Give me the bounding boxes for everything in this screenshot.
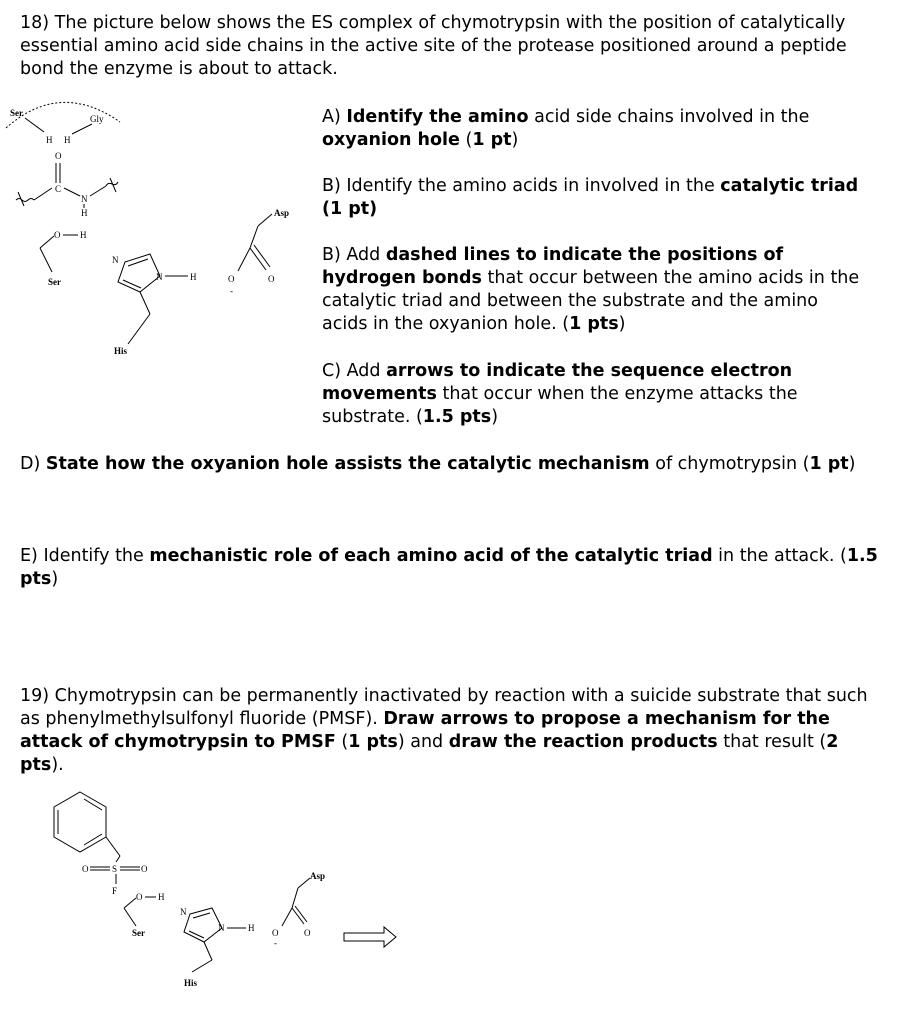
text: that occur when the enzyme attacks the substrate. ( [322,384,798,427]
bond [250,226,258,248]
label-asp: Asp [310,871,326,881]
q18-part-d [20,453,882,476]
bond [128,314,150,344]
label-gly: Gly [90,114,104,124]
label-his: His [114,346,128,356]
text: D) [20,454,46,474]
bold-text: 2 pts [20,732,839,775]
label-h2: H [64,135,71,145]
bond [292,888,298,908]
text: acid side chains involved in the [528,107,810,127]
wavy-line [106,178,118,192]
bond [116,856,120,862]
bond [140,292,150,314]
label-s: S [112,864,118,874]
label-o-ser: O [136,892,143,902]
text: that result ( [717,732,827,752]
double-bond [84,834,102,845]
bold-text: catalytic triad [720,176,859,196]
bold-text: dashed lines to indicate the positions of hydrogen bonds [322,245,784,288]
label-o-asp1: O [272,928,279,938]
label-his: His [184,978,198,988]
bond [124,908,136,926]
label-o: O [55,151,62,161]
text: A) [322,107,347,127]
bold-text: 1 pt [472,130,512,150]
q18-part-b1 [322,175,862,221]
bold-text: oxyanion hole [322,130,460,150]
label-c: C [55,184,62,194]
label-ser: Ser [132,928,145,938]
imidazole-ring [184,908,222,942]
text: of chymotrypsin ( [649,454,810,474]
label-nh: H [81,208,88,218]
bond [258,214,272,226]
text: ) [848,454,856,474]
double-bond [189,931,204,938]
bond [192,960,212,972]
es-complex-diagram [0,88,310,358]
text: B) Identify the amino acids in involved in the [322,176,721,196]
bold-text: draw the reaction products [448,732,718,752]
label-o-asp2: O [304,928,311,938]
label-f: F [112,886,118,896]
bold-text: 1.5 pts [422,407,492,427]
text: ). [51,755,64,775]
label-ser-top: Ser [10,108,23,118]
imidazole-ring [118,254,160,292]
benzene-ring [54,792,106,852]
bold-text: 1 pts [569,314,619,334]
label-asp: Asp [274,208,290,218]
label-o-asp2: O [268,274,275,284]
text: ) [618,314,626,334]
q18-part-c [322,360,822,429]
bond [64,188,80,196]
label-h-ser: H [158,892,165,902]
bold-text: 1 pts [348,732,398,752]
bond [124,898,136,908]
text: ( [335,732,349,752]
bold-text: (1 pt) [322,199,378,219]
q18-part-b2 [322,244,862,336]
double-bond [193,913,210,918]
bond [40,236,54,248]
label-h-his: H [248,923,255,933]
text: E) Identify the [20,546,150,566]
text: ) [511,130,519,150]
bond [25,118,44,132]
label-n: N [81,194,88,204]
bold-text: Draw arrows to propose a mechanism for the attack of chymotrypsin to PMSF [20,709,830,752]
text: that occur between the amino acids in the catalytic triad and between the substrate and the amino acids in the oxyanion hole. ( [322,268,860,334]
double-bond [123,280,141,288]
q18-part-a [322,106,862,152]
bond [106,837,120,856]
double-bond [84,799,102,810]
bold-text: mechanistic role of each amino acid of the catalytic triad [149,546,713,566]
text: B) Add [322,245,386,265]
bold-text: 1.5 pts [20,546,878,589]
bond [282,908,292,926]
label-o2: O [141,864,148,874]
label-h1: H [46,135,53,145]
bold-text: 1 pt [809,454,849,474]
bond [238,248,250,271]
wavy-line [16,192,34,206]
label-nh-his: N [218,923,225,933]
label-nh-his: N [156,272,163,282]
q18-part-e [20,545,882,591]
label-minus: - [230,286,233,296]
reaction-arrow-icon [344,927,396,947]
text: in the attack. ( [712,546,847,566]
bold-text: arrows to indicate the sequence electron movements [322,361,793,404]
text: ( [459,130,473,150]
q19-text [20,685,882,777]
bond [298,878,310,888]
bond [40,248,52,272]
label-o1: O [82,864,89,874]
bond [34,188,52,200]
text: ) and [397,732,449,752]
label-ser: Ser [48,277,61,287]
label-minus: - [274,938,277,948]
text: C) Add [322,361,387,381]
text: ) [491,407,499,427]
bond [90,186,106,196]
bold-text: State how the oxyanion hole assists the catalytic mechanism [45,454,650,474]
text: 19) Chymotrypsin can be permanently inactivated by reaction with a suicide substrate that such as phenylmethylsulfonyl fluoride (PMSF). [20,686,868,729]
text: ) [51,569,59,589]
label-n-his: N [180,907,187,917]
label-o-asp1: O [228,274,235,284]
label-o-ser: O [54,230,61,240]
bold-text: Identify the amino [346,107,529,127]
label-h-his: H [190,272,197,282]
pmsf-diagram [20,790,440,1010]
bond [72,124,92,134]
label-h-ser: H [80,230,87,240]
q18-intro: 18) The picture below shows the ES complex of chymotrypsin with the position of catalytically essential amino acid side chains in the active site of the protease positioned around a peptide bond the enzyme is about to attack. [20,13,847,79]
bond [204,942,212,960]
label-n-his: N [112,255,119,265]
